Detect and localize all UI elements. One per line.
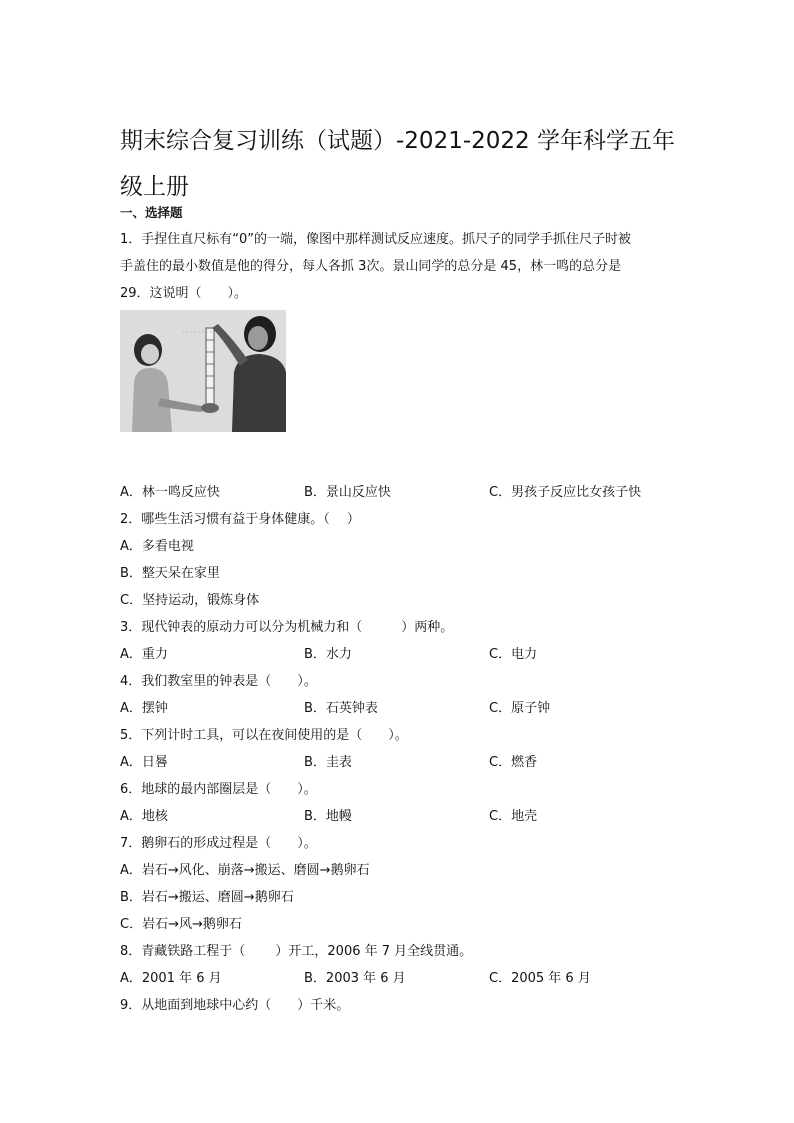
q7-option-a[interactable]: A．岩石→风化、崩落→搬运、磨圆→鹅卵石 — [120, 863, 370, 878]
q7-option-b[interactable]: B．岩石→搬运、磨圆→鹅卵石 — [120, 890, 294, 905]
q7-stem: 7．鹅卵石的形成过程是（ ）。 — [120, 836, 317, 851]
q1-option-a[interactable]: A．林一鸣反应快 — [120, 485, 220, 500]
q2-option-b[interactable]: B．整天呆在家里 — [120, 566, 220, 581]
reaction-test-photo — [120, 310, 286, 432]
q7-option-c[interactable]: C．岩石→风→鹅卵石 — [120, 917, 242, 932]
q8-stem: 8．青藏铁路工程于（ ）开工，2006 年 7 月全线贯通。 — [120, 944, 473, 959]
q2-option-a[interactable]: A．多看电视 — [120, 539, 194, 554]
q1-stem-line-2: 手盖住的最小数值是他的得分，每人各抓 3次。景山同学的总分是 45，林一鸣的总分是 — [120, 259, 622, 274]
q8-option-c[interactable]: C．2005 年 6 月 — [489, 971, 591, 986]
q1-option-b[interactable]: B．景山反应快 — [304, 485, 391, 500]
section-heading: 一、选择题 — [120, 205, 183, 220]
q5-option-b[interactable]: B．圭表 — [304, 755, 352, 770]
q8-option-b[interactable]: B．2003 年 6 月 — [304, 971, 406, 986]
q4-option-c[interactable]: C．原子钟 — [489, 701, 551, 716]
document-title: 期末综合复习训练（试题）-2021-2022 学年科学五年级上册 — [120, 128, 675, 200]
q6-option-b[interactable]: B．地幔 — [304, 809, 352, 824]
q1-stem-line-1: 1．手捏住直尺标有“0”的一端，像图中那样测试反应速度。抓尺子的同学手抓住尺子时被 — [120, 232, 632, 247]
q4-option-a[interactable]: A．摆钟 — [120, 701, 168, 716]
q2-option-c[interactable]: C．坚持运动，锻炼身体 — [120, 593, 260, 608]
q3-option-a[interactable]: A．重力 — [120, 647, 168, 662]
q3-option-c[interactable]: C．电力 — [489, 647, 538, 662]
q6-option-a[interactable]: A．地核 — [120, 809, 168, 824]
q4-stem: 4．我们教室里的钟表是（ ）。 — [120, 674, 317, 689]
q5-option-a[interactable]: A．日晷 — [120, 755, 168, 770]
q4-option-b[interactable]: B．石英钟表 — [304, 701, 378, 716]
q5-stem: 5．下列计时工具，可以在夜间使用的是（ ）。 — [120, 728, 408, 743]
q6-option-c[interactable]: C．地壳 — [489, 809, 538, 824]
q8-option-a[interactable]: A．2001 年 6 月 — [120, 971, 222, 986]
q3-option-b[interactable]: B．水力 — [304, 647, 352, 662]
q3-stem: 3．现代钟表的原动力可以分为机械力和（ ）两种。 — [120, 620, 454, 635]
q6-stem: 6．地球的最内部圈层是（ ）。 — [120, 782, 317, 797]
q1-stem-line-3: 29．这说明（ ）。 — [120, 286, 248, 301]
q5-option-c[interactable]: C．燃香 — [489, 755, 538, 770]
q2-stem: 2．哪些生活习惯有益于身体健康。（ ） — [120, 512, 360, 527]
q9-stem: 9．从地面到地球中心约（ ）千米。 — [120, 998, 350, 1013]
q1-option-c[interactable]: C．男孩子反应比女孩子快 — [489, 485, 642, 500]
